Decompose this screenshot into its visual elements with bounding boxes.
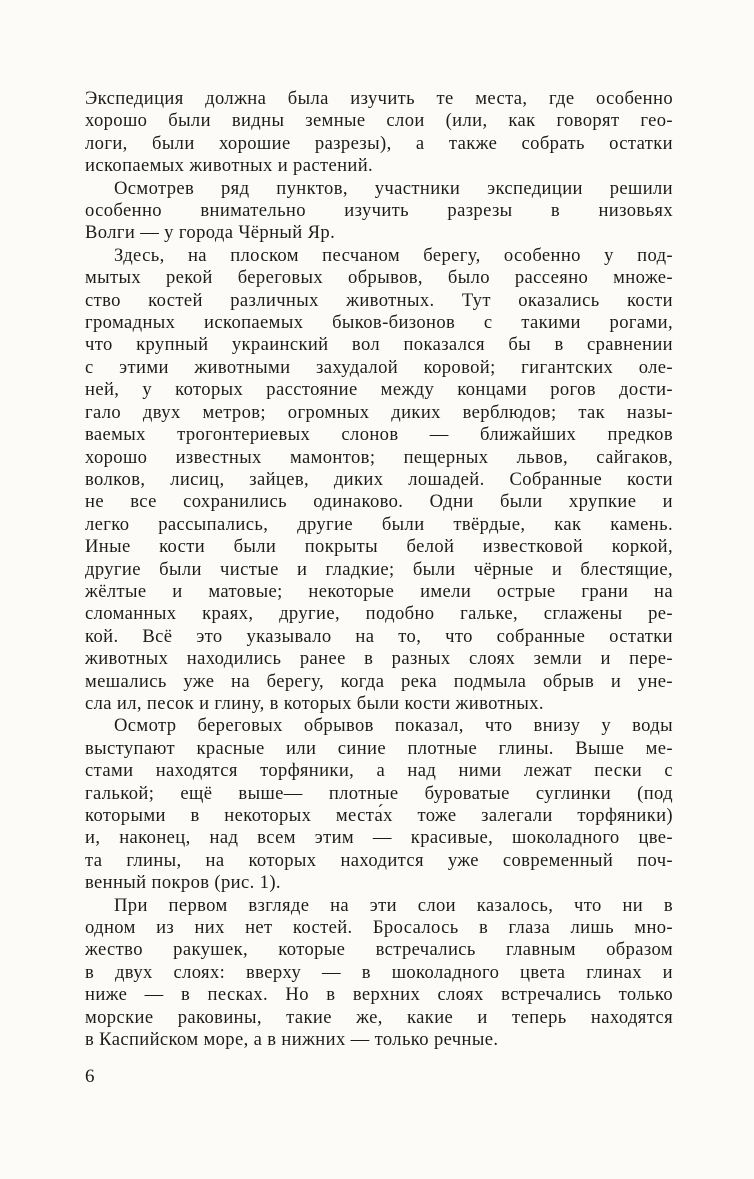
text-line: мешались уже на берегу, когда река подмыла обрыв и уне- [85,670,673,692]
text-line: При первом взгляде на эти слои казалось, что ни в [114,894,673,916]
paragraph [85,895,673,1052]
paragraph [85,715,673,894]
text-line: Осмотрев ряд пунктов, участники экспедиции решили [114,177,673,199]
paragraph [85,245,673,716]
text-line: Здесь, на плоском песчаном берегу, особенно у под- [114,244,673,266]
text-line: Волги — у города Чёрный Яр. [85,222,336,244]
text-line: что крупный украинский вол показался бы в сравнении [85,334,673,356]
text-line: громадных ископаемых быков-бизонов с такими рогами, [85,312,673,334]
text-line: кой. Всё это указывало на то, что собранные остатки [85,625,673,647]
text-line: животных находились ранее в разных слоях земли и пере- [85,648,673,670]
text-line: и, наконец, над всем этим — красивые, шоколадного цве- [85,827,673,849]
text-line: которыми в некоторых места́х тоже залегали торфяники) [85,805,673,826]
text-line: логи, были хорошие разрезы), а также собрать остатки [85,132,673,154]
text-line: Иные кости были покрыты белой известковой коркой, [85,536,673,558]
text-line: сла ил, песок и глину, в которых были кости животных. [85,692,544,714]
text-line: жество ракушек, которые встречались главным образом [85,939,673,961]
text-line: ство костей различных животных. Тут оказались кости [85,289,673,311]
text-line: галькой; ещё выше— плотные буроватые суглинки (под [85,782,673,804]
text-line: особенно внимательно изучить разрезы в низовьях [85,200,673,222]
text-line: выступают красные или синие плотные глины. Выше ме- [85,737,673,759]
text-line: одном из них нет костей. Бросалось в глаза лишь мно- [85,917,673,939]
text-column [85,88,673,1088]
text-line: Экспедиция должна была изучить те места, где особенно [85,88,673,109]
text-line: волков, лисиц, зайцев, диких лошадей. Собранные кости [85,468,673,490]
text-line: не все сохранились одинаково. Одни были хрупкие и [85,491,673,513]
text-line: с этими животными захудалой коровой; гигантских оле- [85,356,673,378]
paragraph [85,88,673,178]
paragraph [85,178,673,245]
text-line: хорошо были видны земные слои (или, как говорят гео- [85,110,673,132]
text-line: венный покров (рис. 1). [85,872,281,894]
text-line: ископаемых животных и растений. [85,155,374,177]
text-line: в двух слоях: вверху — в шоколадного цвета глинах и [85,961,673,983]
text-line: другие были чистые и гладкие; были чёрные и блестящие, [85,558,673,580]
page-number: 6 [85,1066,95,1088]
text-line: легко рассыпались, другие были твёрдые, как камень. [85,513,673,535]
text-line: жёлтые и матовые; некоторые имели острые грани на [85,580,673,602]
text-line: мытых рекой береговых обрывов, было рассеяно множе- [85,267,673,289]
text-line: Осмотр береговых обрывов показал, что внизу у воды [114,715,673,737]
text-line: гало двух метров; огромных диких верблюдов; так назы- [85,401,673,423]
text-line: морские раковины, такие же, какие и теперь находятся [85,1006,673,1028]
text-line: та глины, на которых находится уже современный поч- [85,849,673,871]
text-line: ней, у которых расстояние между концами рогов дости- [85,379,673,401]
text-line: в Каспийском море, а в нижних — только речные. [85,1029,499,1051]
text-line: стами находятся торфяники, а над ними лежат пески с [85,760,673,782]
text-line: хорошо известных мамонтов; пещерных львов, сайгаков, [85,446,673,468]
text-line: сломанных краях, другие, подобно гальке, сглажены ре- [85,603,673,625]
text-line: ваемых трогонтериевых слонов — ближайших предков [85,424,673,446]
text-line: ниже — в песках. Но в верхних слоях встречались только [85,984,673,1006]
